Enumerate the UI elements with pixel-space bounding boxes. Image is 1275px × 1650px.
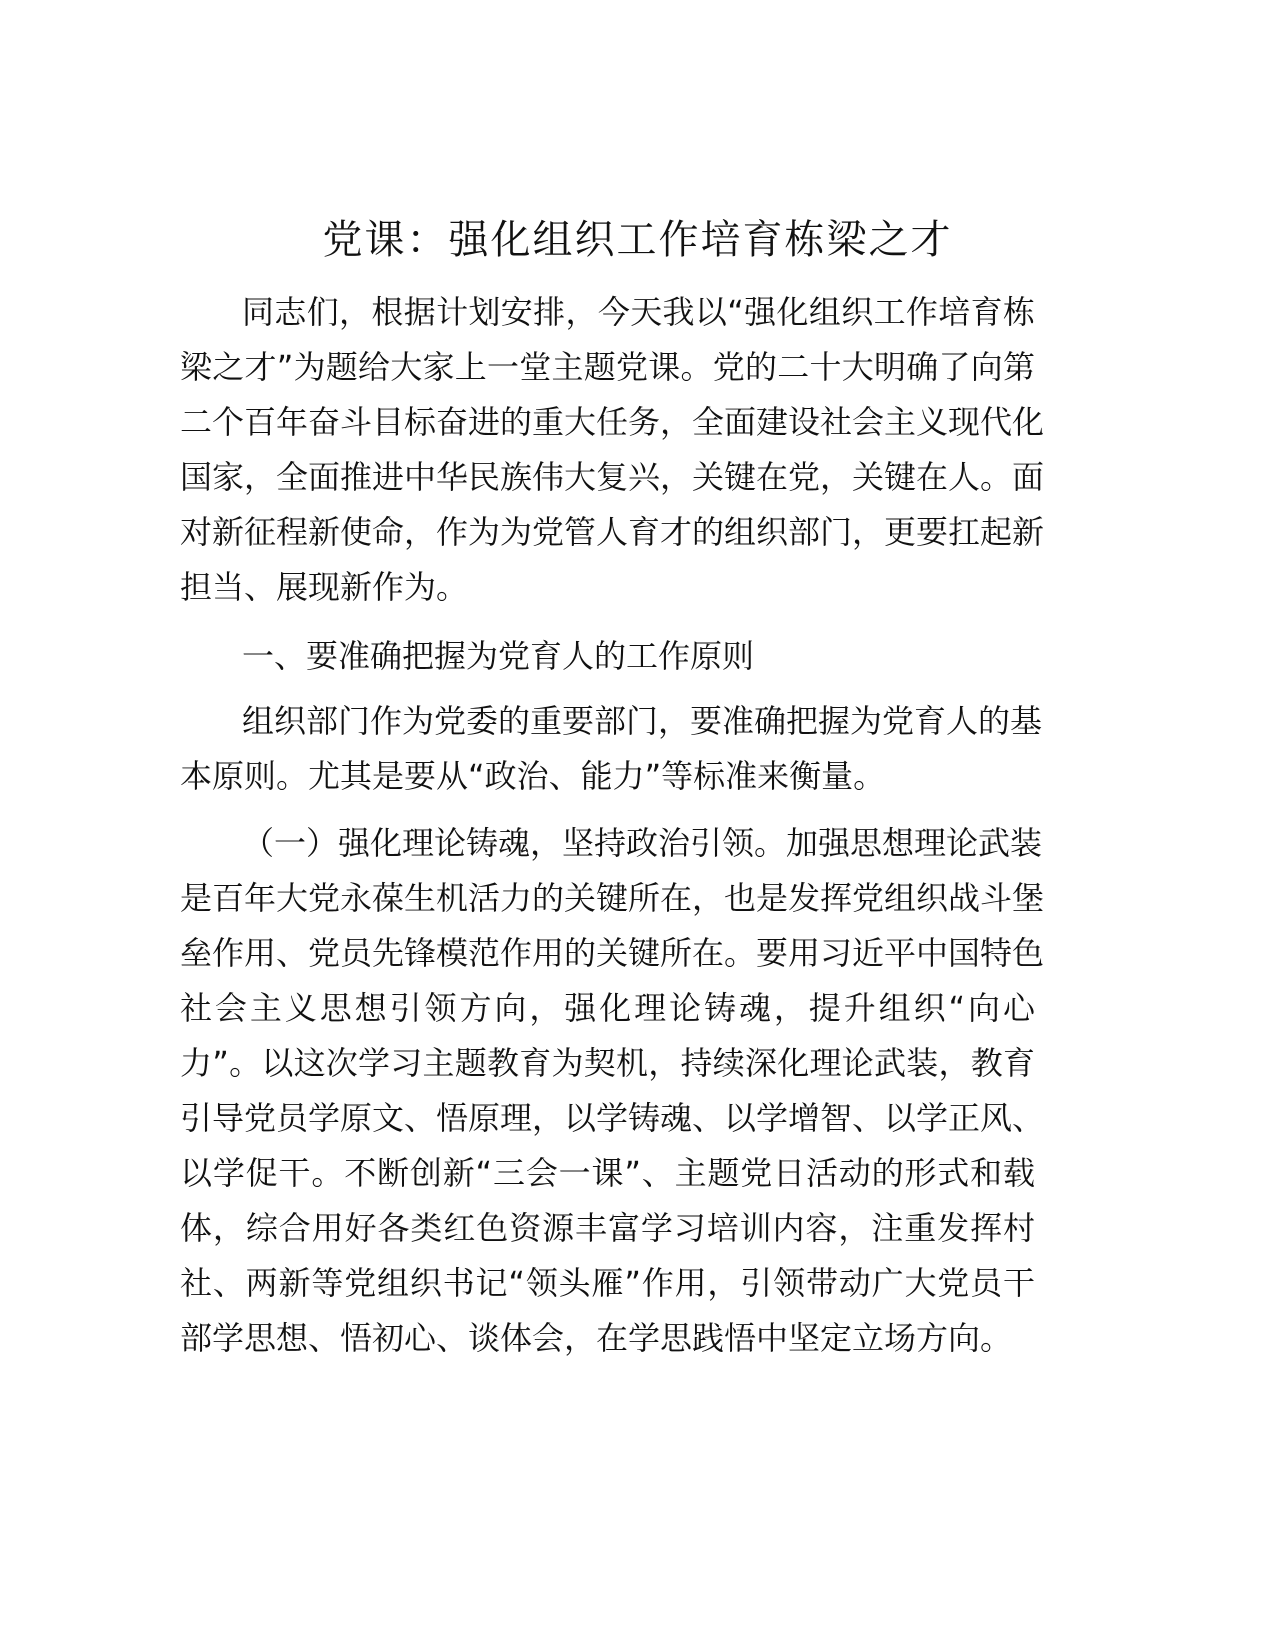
text-line: （一）强化理论铸魂，坚持政治引领。加强思想理论武装 <box>242 824 1043 862</box>
principle-paragraph <box>180 694 1043 804</box>
text-line: 以学促干。不断创新“三会一课”、主题党日活动的形式和载 <box>180 1154 1035 1192</box>
subsection-paragraph <box>180 816 1045 1366</box>
text-line: 同志们，根据计划安排，今天我以“强化组织工作培育栋 <box>242 293 1035 331</box>
text-line: 担当、展现新作为。 <box>180 568 469 606</box>
text-line: 引导党员学原文、悟原理，以学铸魂、以学增智、以学正风、 <box>180 1099 1045 1137</box>
text-line: 部学思想、悟初心、谈体会，在学思践悟中坚定立场方向。 <box>180 1319 1013 1357</box>
text-line: 社、两新等党组织书记“领头雁”作用，引领带动广大党员干 <box>180 1264 1035 1302</box>
section-heading <box>180 629 1035 684</box>
text-line: 垒作用、党员先锋模范作用的关键所在。要用习近平中国特色 <box>180 934 1045 972</box>
intro-paragraph <box>180 285 1045 615</box>
text-line: 本原则。尤其是要从“政治、能力”等标准来衡量。 <box>180 757 886 795</box>
text-line: 力”。以这次学习主题教育为契机，持续深化理论武装，教育 <box>180 1044 1035 1082</box>
text-line: 社会主义思想引领方向，强化理论铸魂，提升组织“向心 <box>180 989 1035 1027</box>
text-line: 二个百年奋斗目标奋进的重大任务，全面建设社会主义现代化 <box>180 403 1045 441</box>
text-line: 梁之才”为题给大家上一堂主题党课。党的二十大明确了向第 <box>180 348 1035 386</box>
text-line: 对新征程新使命，作为为党管人育才的组织部门，更要扛起新 <box>180 513 1045 551</box>
document-title: 党课：强化组织工作培育栋梁之才 <box>322 217 953 263</box>
text-line: 组织部门作为党委的重要部门，要准确把握为党育人的基 <box>242 702 1043 740</box>
text-line: 国家，全面推进中华民族伟大复兴，关键在党，关键在人。面 <box>180 458 1045 496</box>
text-line: 是百年大党永葆生机活力的关键所在，也是发挥党组织战斗堡 <box>180 879 1045 917</box>
text-line: 体，综合用好各类红色资源丰富学习培训内容，注重发挥村 <box>180 1209 1035 1247</box>
text-line: 一、要准确把握为党育人的工作原则 <box>242 637 755 675</box>
